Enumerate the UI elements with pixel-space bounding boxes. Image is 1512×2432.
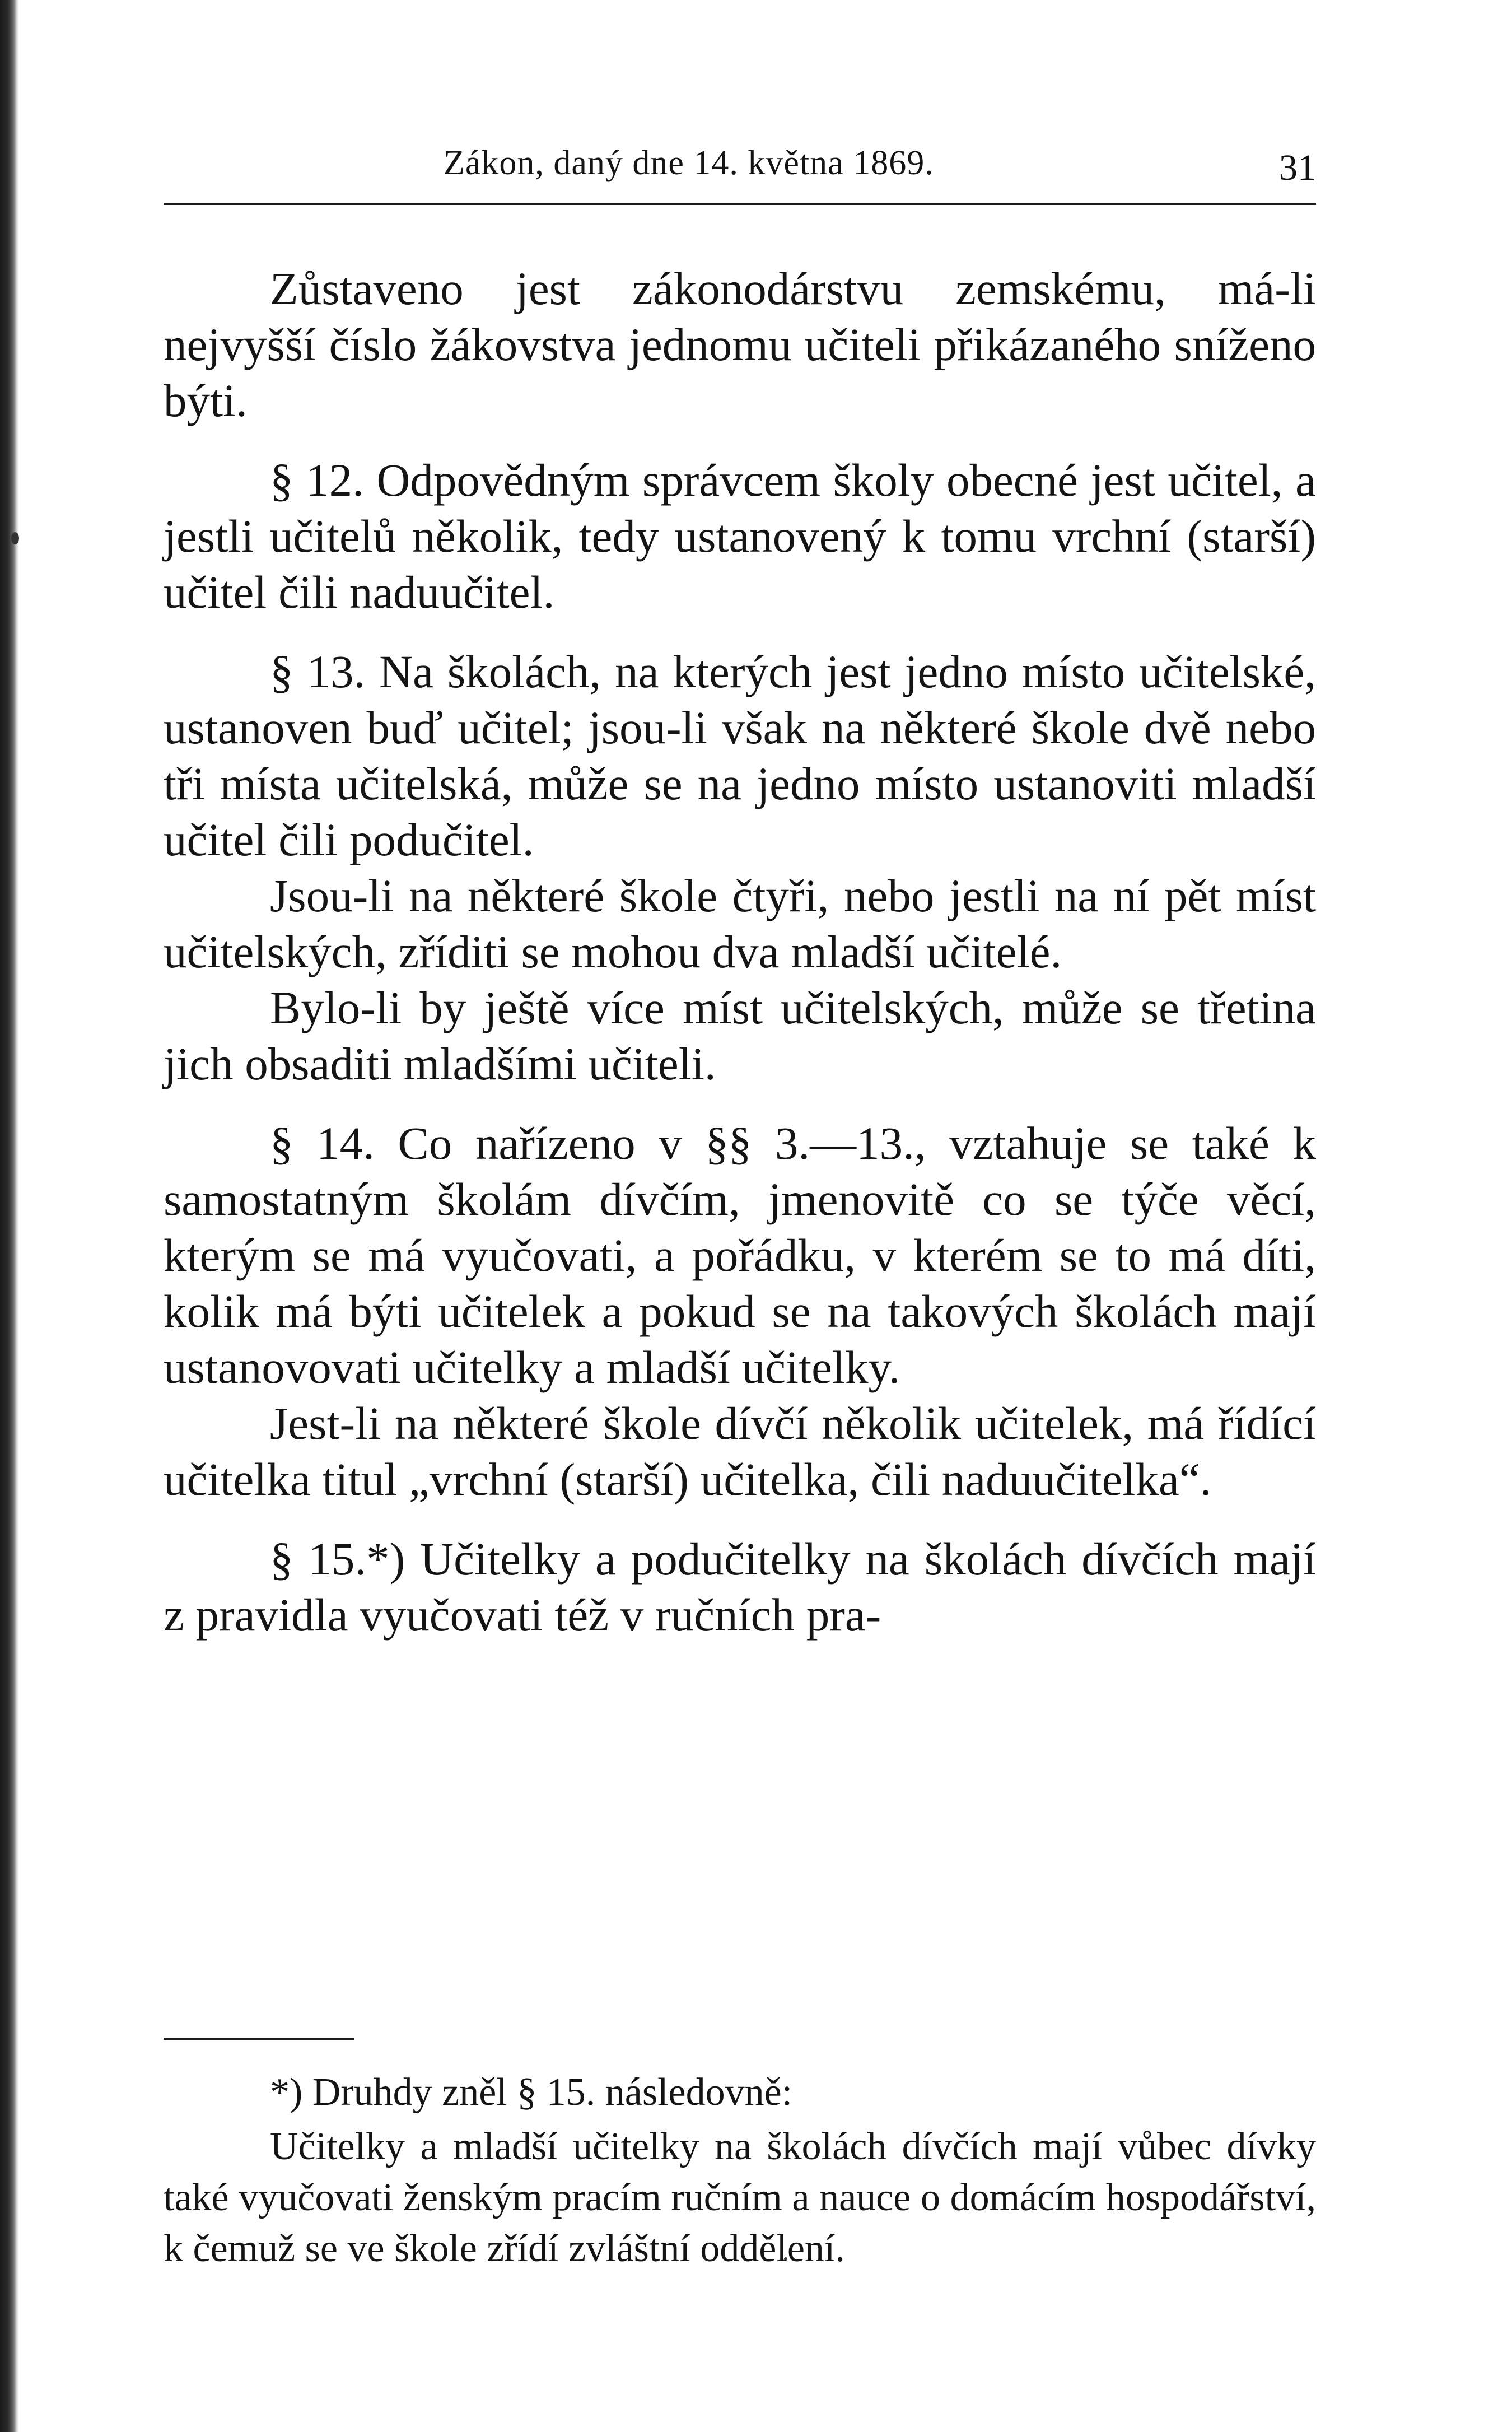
paragraph-section-15: § 15.*) Učitelky a podučitelky na školách dívčích mají z pravidla vyučovati též v ručních pra- bbox=[164, 1533, 1316, 1641]
running-title: Zákon, daný dne 14. května 1869. bbox=[444, 144, 934, 182]
page-number: 31 bbox=[1279, 147, 1316, 188]
paragraph-section-13: § 13. Na školách, na kterých jest jedno místo učitelské, ustanoven buď učitel; jsou-li však na některé škole dvě nebo tři místa učitelská, může se na jedno místo ustanoviti mladší učitel čili podučitel. bbox=[164, 646, 1316, 865]
book-page bbox=[164, 140, 1316, 2270]
ink-speck bbox=[11, 532, 19, 544]
paragraph: Jsou-li na některé škole čtyři, nebo jestli na ní pět míst učitelských, zříditi se mohou dva mladší učitelé. bbox=[164, 870, 1316, 977]
paragraph-section-12: § 12. Odpovědným správcem školy obecné jest učitel, a jestli učitelů několik, tedy ustanovený k tomu vrchní (starší) učitel čili naduučitel. bbox=[164, 454, 1316, 618]
footnote-intro: *) Druhdy zněl § 15. následovně: bbox=[270, 2071, 793, 2114]
footnote-text: Učitelky a mladší učitelky na školách dívčích mají vůbec dívky také vyučovati ženským pracím ručním a nauce o domácím hospodářství, k čemuž se ve škole zřídí zvláštní oddělení. bbox=[164, 2125, 1316, 2270]
header-rule bbox=[164, 203, 1316, 205]
paragraph: Jest-li na některé škole dívčí několik učitelek, má řídící učitelka titul „vrchní (starší) učitelka, čili naduučitelka“. bbox=[164, 1397, 1316, 1505]
running-head bbox=[164, 140, 1316, 188]
footnote-rule bbox=[164, 2038, 354, 2040]
paragraph-section-14: § 14. Co nařízeno v §§ 3.—13., vztahuje se také k samostatným školám dívčím, jmenovitě co se týče věcí, kterým se má vyučovati, a pořádku, v kterém se to má díti, kolik má býti učitelek a pokud se na takových školách mají ustanovovati učitelky a mladší učitelky. bbox=[164, 1117, 1316, 1393]
paragraph: Zůstaveno jest zákonodárstvu zemskému, má-li nejvyšší číslo žákovstva jednomu učiteli přikázaného sníženo býti. bbox=[164, 263, 1316, 426]
footnote bbox=[164, 2067, 1316, 2274]
page-binding-edge bbox=[0, 0, 19, 2432]
body-text bbox=[164, 260, 1316, 1643]
paragraph: Bylo-li by ještě více míst učitelských, může se třetina jich obsaditi mladšími učiteli. bbox=[164, 982, 1316, 1089]
